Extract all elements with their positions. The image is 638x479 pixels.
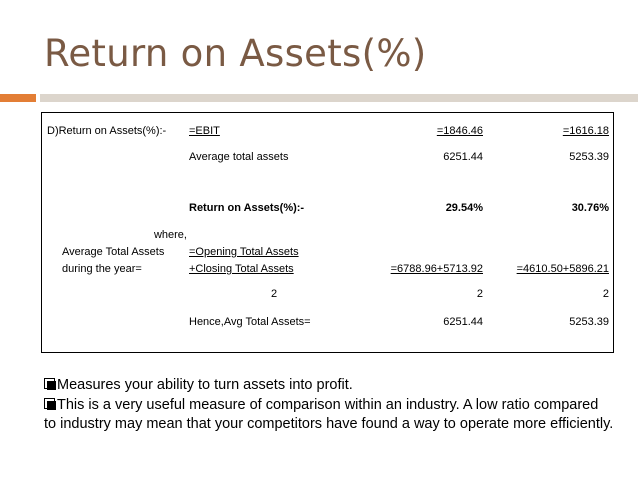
value-col1: 6251.44 <box>443 316 483 328</box>
value-col2: 5253.39 <box>569 151 609 163</box>
value-col1: 2 <box>476 288 483 300</box>
avg-assets-result-label: Hence,Avg Total Assets= <box>189 316 311 328</box>
value-col1: 6251.44 <box>443 151 483 163</box>
value-col2: 5253.39 <box>569 316 609 328</box>
result-col2: 30.76% <box>571 202 609 214</box>
value-col2: 2 <box>602 288 609 300</box>
result-col1: 29.54% <box>445 202 483 214</box>
formula-closing: +Closing Total Assets <box>189 263 294 275</box>
bullet-text: Measures your ability to turn assets into profit. <box>57 377 353 393</box>
slide-title: Return on Assets(%) <box>44 32 427 75</box>
bullet-text: This is a very useful measure of comparison within an industry. A low ratio compared to industry may mean that your competitors have found a way to operate more efficiently. <box>44 396 614 432</box>
formula-denominator: Average total assets <box>189 151 289 163</box>
where-label: where, <box>153 229 187 241</box>
ratio-table <box>41 112 614 353</box>
checkbox-bullet-icon <box>44 398 55 409</box>
notes-list <box>44 376 614 435</box>
title-divider-bar <box>40 94 638 102</box>
list-item <box>44 376 614 396</box>
during-year-label: during the year= <box>62 263 142 275</box>
value-col1: =6788.96+5713.92 <box>390 263 483 275</box>
avg-assets-label: Average Total Assets <box>62 246 165 258</box>
table-row-label: D)Return on Assets(%):- <box>47 125 167 137</box>
title-accent-bar <box>0 94 36 102</box>
formula-opening: =Opening Total Assets <box>189 246 299 258</box>
divisor: 2 <box>271 288 278 300</box>
value-col2: =1616.18 <box>562 125 609 137</box>
result-label: Return on Assets(%):- <box>189 202 305 214</box>
list-item <box>44 396 614 435</box>
checkbox-bullet-icon <box>44 378 55 389</box>
value-col2: =4610.50+5896.21 <box>516 263 609 275</box>
formula-ebit: =EBIT <box>189 125 220 137</box>
value-col1: =1846.46 <box>436 125 483 137</box>
